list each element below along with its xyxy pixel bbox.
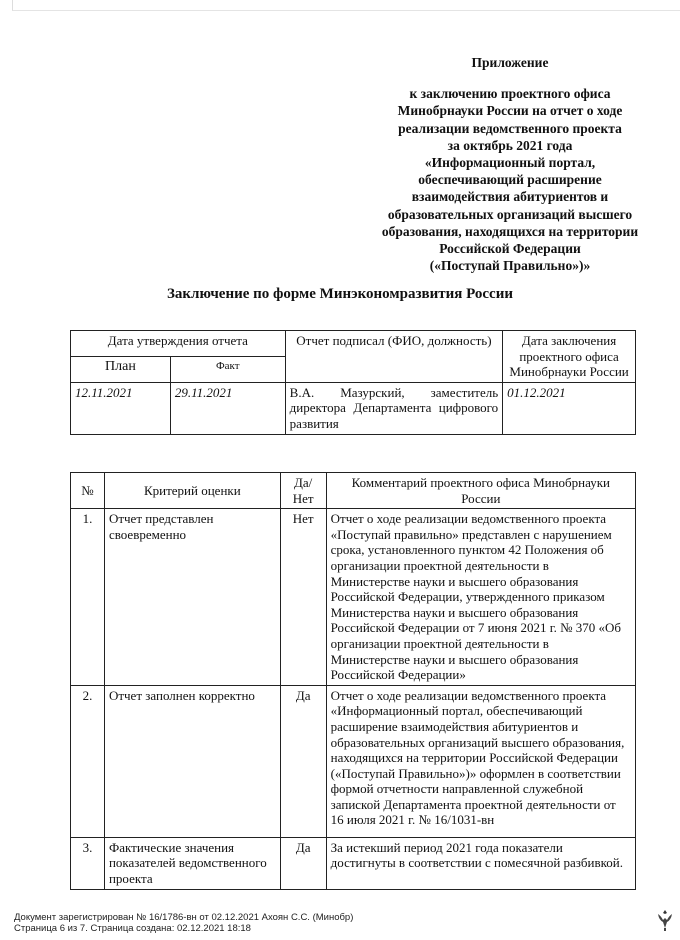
row-comment: Отчет о ходе реализации ведомственного проекта «Поступай правильно» представлен с нарушением срока, установленного пунктом 42 Положения об организации проектной деятельности в Министерстве науки и высшего образования Российской Федерации, утвержденного приказом Министерства науки и высшего образования Российской Федерации от 7 июня 2021 г. № 370 «Об организации проектной деятельности в Министерстве науки и высшего образования Российской Федерации» [326, 509, 635, 686]
eagle-emblem-icon [656, 908, 674, 932]
report-info-table [70, 330, 636, 435]
appendix-block [360, 54, 660, 274]
appendix-line: обеспечивающий расширение [418, 172, 602, 188]
row-comment: За истекший период 2021 года показатели достигнуты в соответствии с помесячной разбивкой. [326, 837, 635, 889]
row-yesno: Нет [280, 509, 326, 686]
appendix-line: образования, находящихся на территории [381, 223, 639, 239]
appendix-line: Минобрнауки России на отчет о ходе [397, 103, 623, 119]
footer-registration-line: Документ зарегистрирован № 16/1786-вн от 02.12.2021 Ахоян С.С. (Минобр) [14, 912, 354, 923]
signed-by-header: Отчет подписал (ФИО, должность) [285, 331, 502, 383]
col-comment-header: Комментарий проектного офиса Минобрнауки России [326, 473, 635, 509]
fact-date: 29.11.2021 [170, 382, 285, 434]
appendix-line: Российской Федерации [439, 241, 581, 257]
signed-by: В.А. Мазурский, заместитель директора Департамента цифрового развития [285, 382, 502, 434]
row-criterion: Отчет представлен своевременно [104, 509, 280, 686]
criteria-table [70, 472, 636, 890]
appendix-line: к заключению проектного офиса [409, 86, 611, 102]
row-yesno: Да [280, 837, 326, 889]
row-criterion: Отчет заполнен корректно [104, 685, 280, 837]
col-criterion-header: Критерий оценки [104, 473, 280, 509]
appendix-title: Приложение [471, 55, 549, 70]
section-heading: Заключение по форме Минэкономразвития России [166, 286, 513, 302]
registration-footer [14, 912, 353, 934]
table-row [71, 509, 636, 686]
col-yesno-header: Да/Нет [280, 473, 326, 509]
appendix-line: «Информационный портал, [424, 155, 596, 171]
row-criterion: Фактические значения показателей ведомственного проекта [104, 837, 280, 889]
table-row [71, 837, 636, 889]
row-num: 1. [71, 509, 105, 686]
table-row [71, 685, 636, 837]
page-top-edge [12, 0, 680, 11]
plan-date: 12.11.2021 [71, 382, 171, 434]
fact-header: Факт [170, 356, 285, 382]
col-num-header: № [71, 473, 105, 509]
plan-header: План [71, 356, 171, 382]
conclusion-date-header: Дата заключения проектного офиса Минобрнауки России [503, 331, 636, 383]
appendix-line: образовательных организаций высшего [387, 206, 633, 222]
approval-date-header: Дата утверждения отчета [71, 331, 286, 357]
appendix-line: взаимодействия абитуриентов и [411, 189, 609, 205]
appendix-line: реализации ведомственного проекта [398, 120, 622, 136]
row-num: 2. [71, 685, 105, 837]
conclusion-date: 01.12.2021 [503, 382, 636, 434]
row-yesno: Да [280, 685, 326, 837]
appendix-line: («Поступай Правильно»)» [429, 258, 591, 274]
row-comment: Отчет о ходе реализации ведомственного проекта «Информационный портал, обеспечивающий расширение взаимодействия абитуриентов и образовательных организаций высшего образования, находящихся на территории Российской Федерации («Поступай Правильно»)» оформлен в соответствии формой отчетности направленной служебной запиской Департамента проектной деятельности от 16 июля 2021 г. № 16/1031-вн [326, 685, 635, 837]
appendix-line: за октябрь 2021 года [447, 137, 573, 153]
row-num: 3. [71, 837, 105, 889]
footer-page-line: Страница 6 из 7. Страница создана: 02.12.2021 18:18 [14, 923, 251, 934]
